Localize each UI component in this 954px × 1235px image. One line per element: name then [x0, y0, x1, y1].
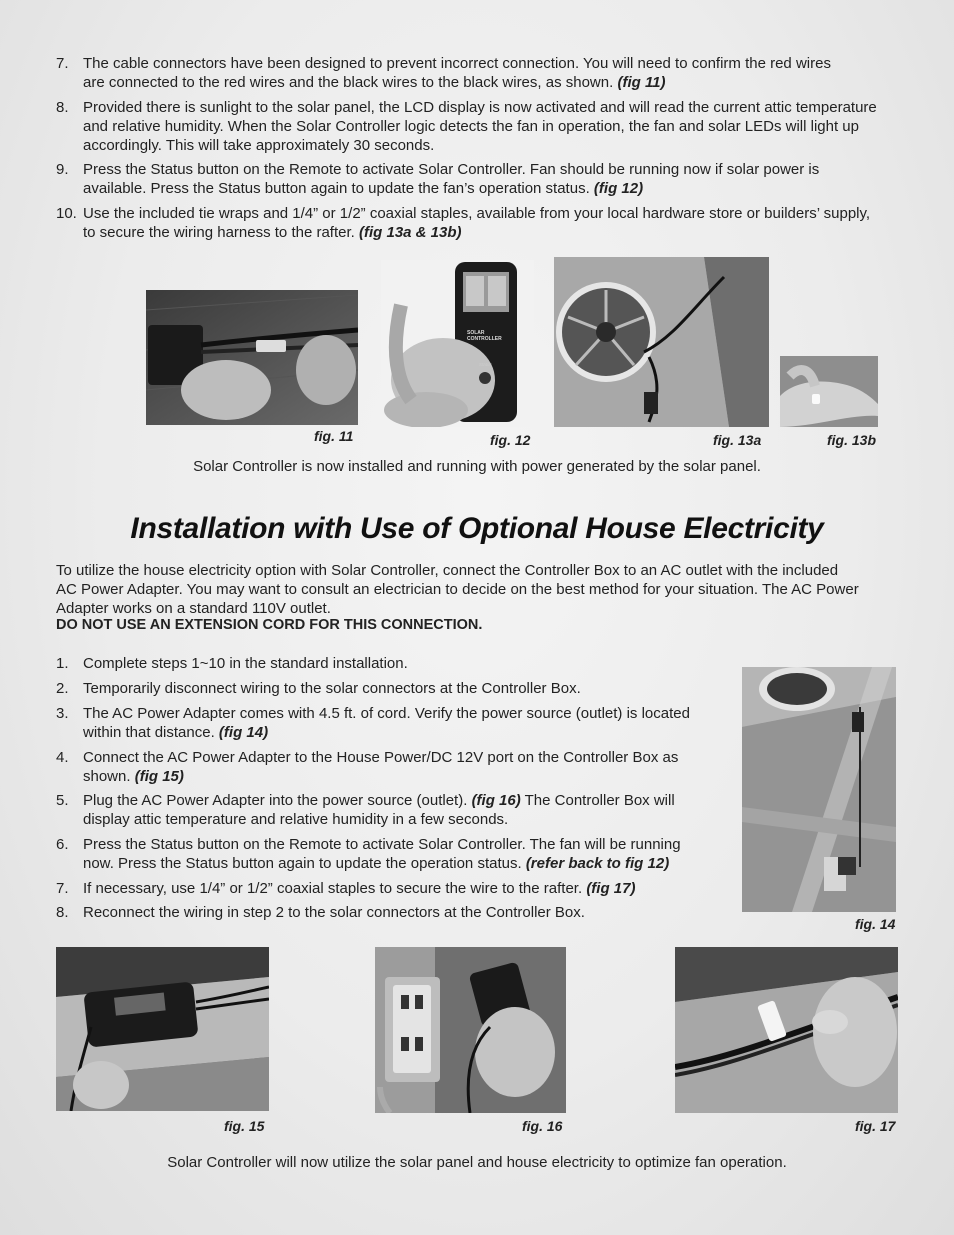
- fig-15-caption: fig. 15: [224, 1118, 265, 1134]
- step-number: 7.: [56, 55, 69, 72]
- step-text: Temporarily disconnect wiring to the solar connectors at the Controller Box.: [83, 680, 581, 697]
- extension-cord-warning: DO NOT USE AN EXTENSION CORD FOR THIS CONNECTION.: [56, 617, 483, 633]
- fig-13b-caption: fig. 13b: [827, 432, 877, 448]
- figure-reference: (fig 11): [617, 74, 666, 91]
- figure-reference: (fig 16): [471, 792, 521, 809]
- step-text: Press the Status button on the Remote to activate Solar Controller. Fan should be running now if solar power is available. Press the Status button again to update the fan’s operation status. (fig 12): [83, 161, 820, 197]
- step-number: 1.: [56, 655, 69, 672]
- fig-14-photo: [742, 667, 896, 912]
- fig-17-photo: [675, 947, 898, 1113]
- section-title: Installation with Use of Optional House Electricity: [130, 512, 824, 545]
- fig-12-photo: [381, 260, 534, 427]
- intro-paragraph: To utilize the house electricity option with Solar Controller, connect the Controller Box to an AC outlet with the included AC Power Adapter. You may want to consult an electrician to decide on the best method for your situation. The AC Power Adapter works on a standard 110V outlet.: [56, 562, 859, 617]
- fig-14-caption: fig. 14: [855, 916, 896, 932]
- figure-reference: (fig 14): [218, 724, 269, 741]
- fig-16-photo: [375, 947, 566, 1113]
- step-text: Use the included tie wraps and 1/4” or 1/2” coaxial staples, available from your local hardware store or builders’ supply, to secure the wiring harness to the rafter. (fig 13a & 13b): [83, 205, 871, 241]
- step-text: Complete steps 1~10 in the standard installation.: [83, 655, 408, 672]
- step-text: The cable connectors have been designed to prevent incorrect connection. You will need to confirm the red wires are connected to the red wires and the black wires to the black wires, as shown. (fig 11): [83, 55, 831, 91]
- step-number: 8.: [56, 904, 69, 921]
- step-text: Provided there is sunlight to the solar panel, the LCD display is now activated and will read the current attic temperature and relative humidity. When the Solar Controller logic detects the fan in operation, the fan and solar LEDs will light up accordingly. This will take approximately 30 seconds.: [83, 99, 877, 154]
- step-number: 8.: [56, 99, 69, 116]
- summary-solar-installed: Solar Controller is now installed and running with power generated by the solar panel.: [193, 458, 761, 475]
- fig-11-caption: fig. 11: [314, 428, 354, 444]
- step-text: Plug the AC Power Adapter into the power source (outlet). (fig 16) The Controller Box will display attic temperature and relative humidity in a few seconds.: [83, 792, 675, 828]
- step-number: 5.: [56, 792, 69, 809]
- step-number: 9.: [56, 161, 69, 178]
- step-number: 4.: [56, 749, 69, 766]
- step-number: 3.: [56, 705, 69, 722]
- step-text: Connect the AC Power Adapter to the House Power/DC 12V port on the Controller Box as shown. (fig 15): [83, 749, 679, 785]
- fig-12-caption: fig. 12: [490, 432, 531, 448]
- step-number: 2.: [56, 680, 69, 697]
- step-number: 10.: [56, 205, 77, 222]
- step-text: The AC Power Adapter comes with 4.5 ft. of cord. Verify the power source (outlet) is located within that distance. (fig 14): [83, 705, 690, 741]
- fig-16-caption: fig. 16: [522, 1118, 563, 1134]
- summary-house-electricity: Solar Controller will now utilize the solar panel and house electricity to optimize fan operation.: [167, 1154, 787, 1171]
- fig-13a-caption: fig. 13a: [713, 432, 762, 448]
- step-number: 7.: [56, 880, 69, 897]
- fig-13a-photo: [554, 257, 769, 427]
- fig-11-photo: [146, 290, 358, 425]
- step-text: If necessary, use 1/4” or 1/2” coaxial staples to secure the wire to the rafter. (fig 17): [83, 880, 636, 897]
- fig-13b-photo: [780, 356, 878, 427]
- remote-status-label: Status: [479, 362, 492, 367]
- figure-reference: (fig 15): [134, 768, 184, 785]
- figure-reference: (fig 13a & 13b): [358, 224, 462, 241]
- step-text: Reconnect the wiring in step 2 to the solar connectors at the Controller Box.: [83, 904, 585, 921]
- remote-logo: SOLAR CONTROLLER: [467, 330, 502, 342]
- step-number: 6.: [56, 836, 69, 853]
- fig-15-photo: [56, 947, 269, 1111]
- figure-reference: (fig 17): [586, 880, 636, 897]
- fig-17-caption: fig. 17: [855, 1118, 896, 1134]
- step-text: Press the Status button on the Remote to activate Solar Controller. The fan will be running now. Press the Status button again to update the operation status. (refer back to fig 12): [83, 836, 681, 872]
- figure-reference: (refer back to fig 12): [525, 855, 670, 872]
- figure-reference: (fig 12): [593, 180, 644, 197]
